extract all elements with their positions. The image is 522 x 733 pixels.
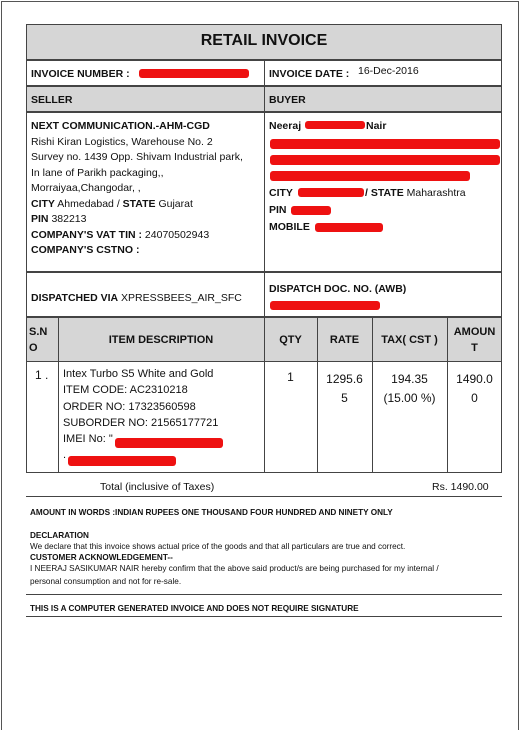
redacted-imei bbox=[68, 456, 176, 466]
row-tax-line: 194.35 bbox=[391, 372, 428, 386]
buyer-name-first: Neeraj bbox=[269, 120, 302, 132]
row-desc-line: Intex Turbo S5 White and Gold bbox=[63, 368, 214, 380]
row-desc-line: ORDER NO: 17323560598 bbox=[63, 400, 196, 413]
dispatch-via-label: DISPATCHED VIA bbox=[31, 292, 119, 304]
total-label: Total (inclusive of Taxes) bbox=[100, 481, 215, 493]
redacted-buyer-address bbox=[270, 155, 500, 165]
dispatch-via bbox=[31, 291, 242, 307]
invoice-number-label: INVOICE NUMBER : bbox=[31, 68, 130, 80]
col-header-rate: RATE bbox=[329, 334, 360, 346]
seller-name: NEXT COMMUNICATION.-AHM-CGD bbox=[31, 120, 210, 132]
seller-vat-label: COMPANY'S VAT TIN : bbox=[31, 228, 142, 241]
invoice-date-value: 16-Dec-2016 bbox=[358, 65, 419, 77]
declaration-text: We declare that this invoice shows actual price of the goods and that all particulars are true and correct. bbox=[30, 542, 406, 551]
row-desc-line: SUBORDER NO: 21565177721 bbox=[63, 416, 219, 429]
row-description bbox=[63, 366, 218, 464]
buyer-pin-label: PIN bbox=[269, 204, 287, 216]
invoice-date-label: INVOICE DATE : bbox=[269, 68, 350, 80]
col-header-amount-line: T bbox=[471, 342, 478, 354]
row-tax-line: (15.00 %) bbox=[383, 391, 436, 405]
computer-generated-note: THIS IS A COMPUTER GENERATED INVOICE AND DOES NOT REQUIRE SIGNATURE bbox=[30, 604, 359, 613]
redacted-imei bbox=[115, 438, 223, 448]
declaration-title: DECLARATION bbox=[30, 531, 89, 540]
seller-pin-label: PIN bbox=[31, 213, 49, 225]
redacted-invoice-number bbox=[139, 69, 249, 78]
seller-cst-label: COMPANY'S CSTNO : bbox=[31, 244, 140, 256]
seller-state-label: STATE bbox=[122, 197, 156, 210]
redacted-awb-number bbox=[270, 301, 380, 310]
buyer-city-label: CITY bbox=[269, 187, 293, 199]
seller-details bbox=[31, 119, 263, 259]
row-amount bbox=[447, 370, 502, 408]
redacted-buyer-address bbox=[270, 171, 470, 181]
col-header-sno bbox=[26, 324, 61, 356]
declaration bbox=[30, 530, 500, 587]
seller-pin bbox=[31, 212, 263, 228]
row-amount-line: 0 bbox=[471, 391, 478, 405]
row-rate-line: 5 bbox=[341, 391, 348, 405]
seller-address-line: Survey no. 1439 Opp. Shivam Industrial park, bbox=[31, 151, 243, 163]
buyer-name-last: Nair bbox=[366, 120, 387, 132]
buyer-state bbox=[365, 186, 466, 202]
col-header-sno-line: O bbox=[29, 342, 38, 354]
ack-title: CUSTOMER ACKNOWLEDGEMENT-- bbox=[30, 553, 173, 562]
ack-line: personal consumption and not for re-sale. bbox=[30, 577, 182, 586]
redacted-buyer-city bbox=[298, 188, 364, 197]
seller-city-label: CITY bbox=[31, 197, 55, 210]
seller-vat-value: 24070502943 bbox=[144, 228, 210, 241]
row-imei-tail: . bbox=[63, 449, 67, 462]
redacted-buyer-pin bbox=[291, 206, 331, 215]
invoice-title-bar bbox=[26, 24, 502, 60]
col-header-amount-line: AMOUN bbox=[453, 326, 496, 338]
seller-header: SELLER bbox=[31, 94, 73, 106]
seller-address-line: Morraiyaa,Changodar, , bbox=[31, 182, 141, 194]
buyer-state-label: / STATE bbox=[365, 187, 404, 199]
row-imei-label: IMEI No: " bbox=[63, 433, 113, 446]
dispatch-via-value: XPRESSBEES_AIR_SFC bbox=[121, 292, 242, 304]
amount-in-words: AMOUNT IN WORDS :INDIAN RUPEES ONE THOUSAND FOUR HUNDRED AND NINETY ONLY bbox=[30, 508, 393, 517]
ack-line: I NEERAJ SASIKUMAR NAIR hereby confirm that the above said product/s are being purchased for my internal / bbox=[30, 564, 439, 573]
col-header-sno-line: S.N bbox=[29, 326, 48, 338]
seller-address-line: Rishi Kiran Logistics, Warehouse No. 2 bbox=[31, 135, 213, 148]
total-value: Rs. 1490.00 bbox=[432, 481, 489, 493]
col-header-description: ITEM DESCRIPTION bbox=[108, 334, 214, 346]
buyer-mobile-label: MOBILE bbox=[269, 221, 310, 233]
row-amount-line: 1490.0 bbox=[456, 372, 493, 386]
seller-city-value: Ahmedabad bbox=[57, 197, 114, 210]
redacted-buyer-middle-name bbox=[305, 121, 365, 129]
row-qty: 1 bbox=[287, 370, 294, 384]
redacted-buyer-address bbox=[270, 139, 500, 149]
seller-vat bbox=[31, 228, 263, 244]
invoice-title: RETAIL INVOICE bbox=[200, 32, 328, 49]
row-rate bbox=[317, 370, 372, 408]
redacted-buyer-mobile bbox=[315, 223, 383, 232]
col-header-tax: TAX( CST ) bbox=[381, 334, 438, 346]
col-header-qty: QTY bbox=[279, 334, 302, 346]
col-header-amount bbox=[447, 324, 502, 356]
row-tax bbox=[372, 370, 447, 408]
row-desc-line: ITEM CODE: AC2310218 bbox=[63, 384, 188, 397]
seller-address-line: In lane of Parikh packaging,, bbox=[31, 166, 164, 179]
seller-state-value: Gujarat bbox=[158, 197, 193, 210]
row-sno: 1 . bbox=[35, 368, 49, 382]
buyer-state-value: Maharashtra bbox=[406, 187, 466, 199]
invoice-page bbox=[1, 1, 519, 730]
dispatch-doc-label: DISPATCH DOC. NO. (AWB) bbox=[269, 283, 407, 295]
seller-city-state: CITY Ahmedabad / STATE Gujarat bbox=[31, 197, 193, 210]
buyer-header: BUYER bbox=[269, 94, 306, 106]
row-rate-line: 1295.6 bbox=[326, 372, 363, 386]
seller-pin-value: 382213 bbox=[51, 213, 87, 225]
